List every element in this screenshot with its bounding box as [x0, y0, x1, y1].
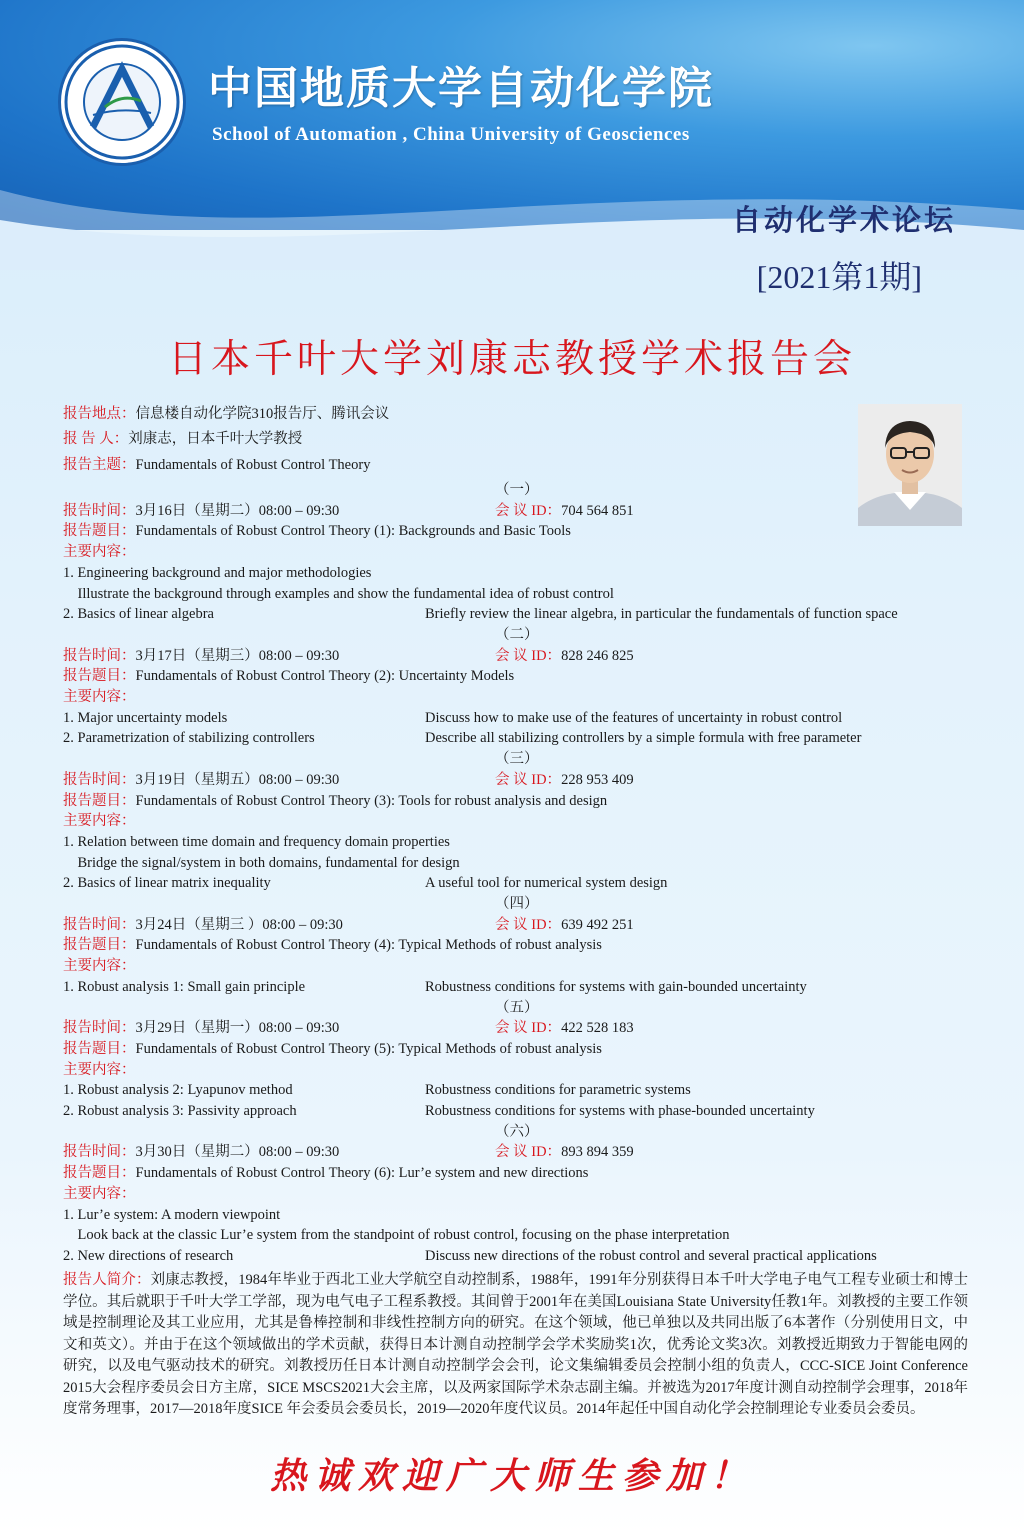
session-time-label: 报告时间：: [63, 502, 136, 519]
content-item: [63, 563, 371, 583]
session-subject-row: [63, 791, 607, 811]
speaker-photo: [858, 404, 962, 526]
session-content-label-row: [63, 1184, 136, 1204]
content-item: [63, 1101, 815, 1121]
session-marker: （二）: [495, 626, 539, 643]
session-content-label: 主要内容：: [63, 958, 136, 975]
content-item: [63, 1080, 691, 1100]
session-subject-row: [63, 1039, 602, 1059]
content-item-text: Look back at the classic Lur’e system from the standpoint of robust control, focusing on the phase interpretation: [63, 1227, 730, 1244]
meeting-id-label: 会 议 ID：: [495, 647, 562, 664]
location-value: 信息楼自动化学院310报告厅、腾讯会议: [135, 406, 390, 422]
session-subject-label: 报告题目：: [63, 1165, 136, 1182]
content-item-description: Robustness conditions for systems with phase-bounded uncertainty: [425, 1103, 815, 1119]
session-subject-label: 报告题目：: [63, 792, 136, 809]
session-marker: （三）: [495, 751, 539, 768]
forum-issue: [2021第1期]: [756, 259, 922, 295]
content-item-text: 2. Robust analysis 3: Passivity approach: [63, 1103, 297, 1119]
session-subject-label: 报告题目：: [63, 523, 136, 540]
session-time-row: [63, 915, 634, 935]
meeting-id-group: [495, 501, 634, 521]
session-time-label: 报告时间：: [63, 771, 136, 788]
meeting-id-label: 会 议 ID：: [495, 916, 562, 933]
meeting-id-group: [495, 1018, 634, 1038]
session-content-label-row: [63, 1060, 136, 1080]
meeting-id-label: 会 议 ID：: [495, 771, 562, 788]
content-item-description: Discuss new directions of the robust control and several practical applications: [425, 1247, 877, 1264]
session-time: 3月29日（星期一）08:00 – 09:30: [135, 1020, 340, 1037]
forum-name: 自动化学术论坛: [731, 203, 956, 237]
session-content-label: 主要内容：: [63, 1061, 136, 1078]
speaker-label: 报 告 人：: [63, 431, 129, 447]
bio-label: 报告人简介：: [63, 1272, 151, 1288]
page-title: 日本千叶大学刘康志教授学术报告会: [167, 337, 856, 382]
content-item-description: Briefly review the linear algebra, in particular the fundamentals of function space: [425, 606, 898, 623]
location-label: 报告地点：: [63, 406, 136, 422]
session-time: 3月19日（星期五）08:00 – 09:30: [135, 771, 340, 788]
session-time-row: [63, 1142, 634, 1162]
content-item: [63, 977, 807, 997]
session-time-row: [63, 501, 634, 521]
content-item-text: 1. Engineering background and major methodologies: [63, 564, 372, 581]
meeting-id-label: 会 议 ID：: [495, 1020, 562, 1037]
meeting-id: 639 492 251: [561, 916, 634, 933]
session-marker: （六）: [495, 1123, 539, 1140]
speaker-bio: [63, 1270, 968, 1421]
speaker-value: 刘康志，日本千叶大学教授: [128, 431, 303, 447]
content-item-text: 1. Major uncertainty models: [63, 709, 228, 726]
session-time: 3月16日（星期二）08:00 – 09:30: [135, 502, 340, 519]
session-time: 3月24日（星期三 ）08:00 – 09:30: [135, 916, 343, 933]
session-time-label: 报告时间：: [63, 1020, 136, 1037]
session-subject-row: [63, 935, 602, 955]
session-content-label-row: [63, 687, 136, 707]
content-item-text: 2. Parametrization of stabilizing controllers: [63, 730, 315, 747]
content-item-text: 1. Lur’e system: A modern viewpoint: [63, 1206, 281, 1223]
session-subject: Fundamentals of Robust Control Theory (3): Tools for robust analysis and design: [135, 792, 608, 809]
content-item: [63, 708, 843, 728]
session-content-label: 主要内容：: [63, 1185, 136, 1202]
session-subject-row: [63, 1163, 588, 1183]
session-time-row: [63, 646, 634, 666]
content-item-text: Bridge the signal/system in both domains, fundamental for design: [63, 854, 460, 871]
meeting-id-group: [495, 1142, 634, 1162]
session-content-label-row: [63, 956, 136, 976]
session-subject: Fundamentals of Robust Control Theory (1): Backgrounds and Basic Tools: [135, 523, 571, 540]
meeting-id: 704 564 851: [561, 502, 634, 519]
topic-value: Fundamentals of Robust Control Theory: [135, 457, 371, 473]
school-name-en: School of Automation , China University of Geosciences: [212, 124, 690, 145]
session-marker: （一）: [495, 482, 539, 498]
session-time-label: 报告时间：: [63, 1144, 136, 1161]
session-content-label: 主要内容：: [63, 544, 136, 561]
session-content-label-row: [63, 542, 136, 562]
content-item: [63, 1246, 877, 1266]
topic-row: [63, 455, 370, 475]
welcome-message: 热诚欢迎广大师生参加！: [269, 1455, 754, 1497]
content-item-description: Robustness conditions for parametric systems: [425, 1082, 691, 1099]
meeting-id-label: 会 议 ID：: [495, 502, 562, 519]
content-item: [63, 1225, 730, 1245]
session-content-label-row: [63, 811, 136, 831]
session-subject: Fundamentals of Robust Control Theory (6): Lur’e system and new directions: [135, 1165, 589, 1182]
meeting-id-group: [495, 646, 634, 666]
content-item-text: 1. Robust analysis 2: Lyapunov method: [63, 1082, 293, 1099]
content-item-text: 2. New directions of research: [63, 1247, 234, 1264]
session-marker: （四）: [495, 896, 539, 912]
school-name-cn: 中国地质大学自动化学院: [208, 63, 714, 114]
content-item-text: Illustrate the background through examples and show the fundamental idea of robust control: [63, 585, 614, 602]
content-item-description: Robustness conditions for systems with gain-bounded uncertainty: [425, 978, 807, 995]
session-subject-row: [63, 666, 514, 686]
content-item-text: 2. Basics of linear algebra: [63, 606, 214, 623]
content-item: [63, 853, 460, 873]
content-item-text: 2. Basics of linear matrix inequality: [63, 875, 271, 892]
session-time: 3月30日（星期二）08:00 – 09:30: [135, 1144, 340, 1161]
session-subject-label: 报告题目：: [63, 937, 136, 954]
meeting-id: 828 246 825: [561, 647, 634, 664]
content-item: [63, 873, 668, 893]
content-item-text: 1. Robust analysis 1: Small gain principle: [63, 978, 306, 995]
meeting-id: 228 953 409: [561, 771, 634, 788]
location-row: [63, 404, 389, 424]
session-marker: （五）: [495, 999, 539, 1016]
session-content-label: 主要内容：: [63, 689, 136, 705]
content-item-text: 1. Relation between time domain and frequency domain properties: [63, 833, 450, 850]
session-subject-row: [63, 521, 571, 541]
session-time-label: 报告时间：: [63, 916, 136, 933]
meeting-id-label: 会 议 ID：: [495, 1144, 562, 1161]
session-subject-label: 报告题目：: [63, 1040, 136, 1057]
meeting-id-group: [495, 915, 634, 935]
content-item: [63, 728, 862, 748]
session-time-row: [63, 1018, 634, 1038]
meeting-id-group: [495, 770, 634, 790]
meeting-id: 893 894 359: [561, 1144, 634, 1161]
content-item: [63, 832, 450, 852]
content-item: [63, 584, 614, 604]
session-time: 3月17日（星期三）08:00 – 09:30: [135, 647, 340, 664]
session-time-label: 报告时间：: [63, 647, 136, 664]
session-subject: Fundamentals of Robust Control Theory (4): Typical Methods of robust analysis: [135, 937, 602, 954]
speaker-row: [63, 429, 302, 449]
content-item-description: Describe all stabilizing controllers by a simple formula with free parameter: [425, 730, 862, 747]
session-subject-label: 报告题目：: [63, 668, 136, 685]
university-logo: [58, 38, 186, 166]
content-item-description: A useful tool for numerical system design: [425, 875, 668, 892]
content-item: [63, 1205, 280, 1225]
topic-label: 报告主题：: [63, 457, 136, 473]
bio-text: 刘康志教授，1984年毕业于西北工业大学航空自动控制系，1988年，1991年分别获得日本千叶大学电子电气工程专业硕士和博士学位。其后就职于千叶大学工学部，现为电气电子工程系教授。其间曾于2001年在美国Louisiana State University任教1年。刘教授的主要工作领域是控制理论及其工业应用，尤其是鲁棒控制和非线性控制方向的研究。在这个领域，他已单独以及共同出版了6本著作（分别使用日文，中文和英文）。并由于在这个领域做出的学术贡献，获得日本计测自动控制学会学术奖励奖1次，优秀论文奖3次。刘教授近期致力于智能电网的研究，以及电气驱动技术的研究。刘教授历任日本计测自动控制学会会刊，论文集编辑委员会控制小组的负责人，CCC-SICE Joint Conference 2015大会程序委员会日方主席，SICE MSCS2021大会主席，以及两家国际学术杂志副主编。并被选为2017年度计测自动控制学会理事，2018年度常务理事，2017—2018年度SICE 年会委员会委员长，2019—2020年度代议员。2014年起任中国自动化学会控制理论专业委员会委员。: [63, 1272, 968, 1417]
session-content-label: 主要内容：: [63, 813, 136, 830]
session-subject: Fundamentals of Robust Control Theory (5): Typical Methods of robust analysis: [135, 1040, 602, 1057]
session-subject: Fundamentals of Robust Control Theory (2): Uncertainty Models: [135, 668, 515, 685]
session-time-row: [63, 770, 634, 790]
content-item-description: Discuss how to make use of the features of uncertainty in robust control: [425, 709, 843, 726]
meeting-id: 422 528 183: [561, 1020, 634, 1037]
content-item: [63, 604, 898, 624]
